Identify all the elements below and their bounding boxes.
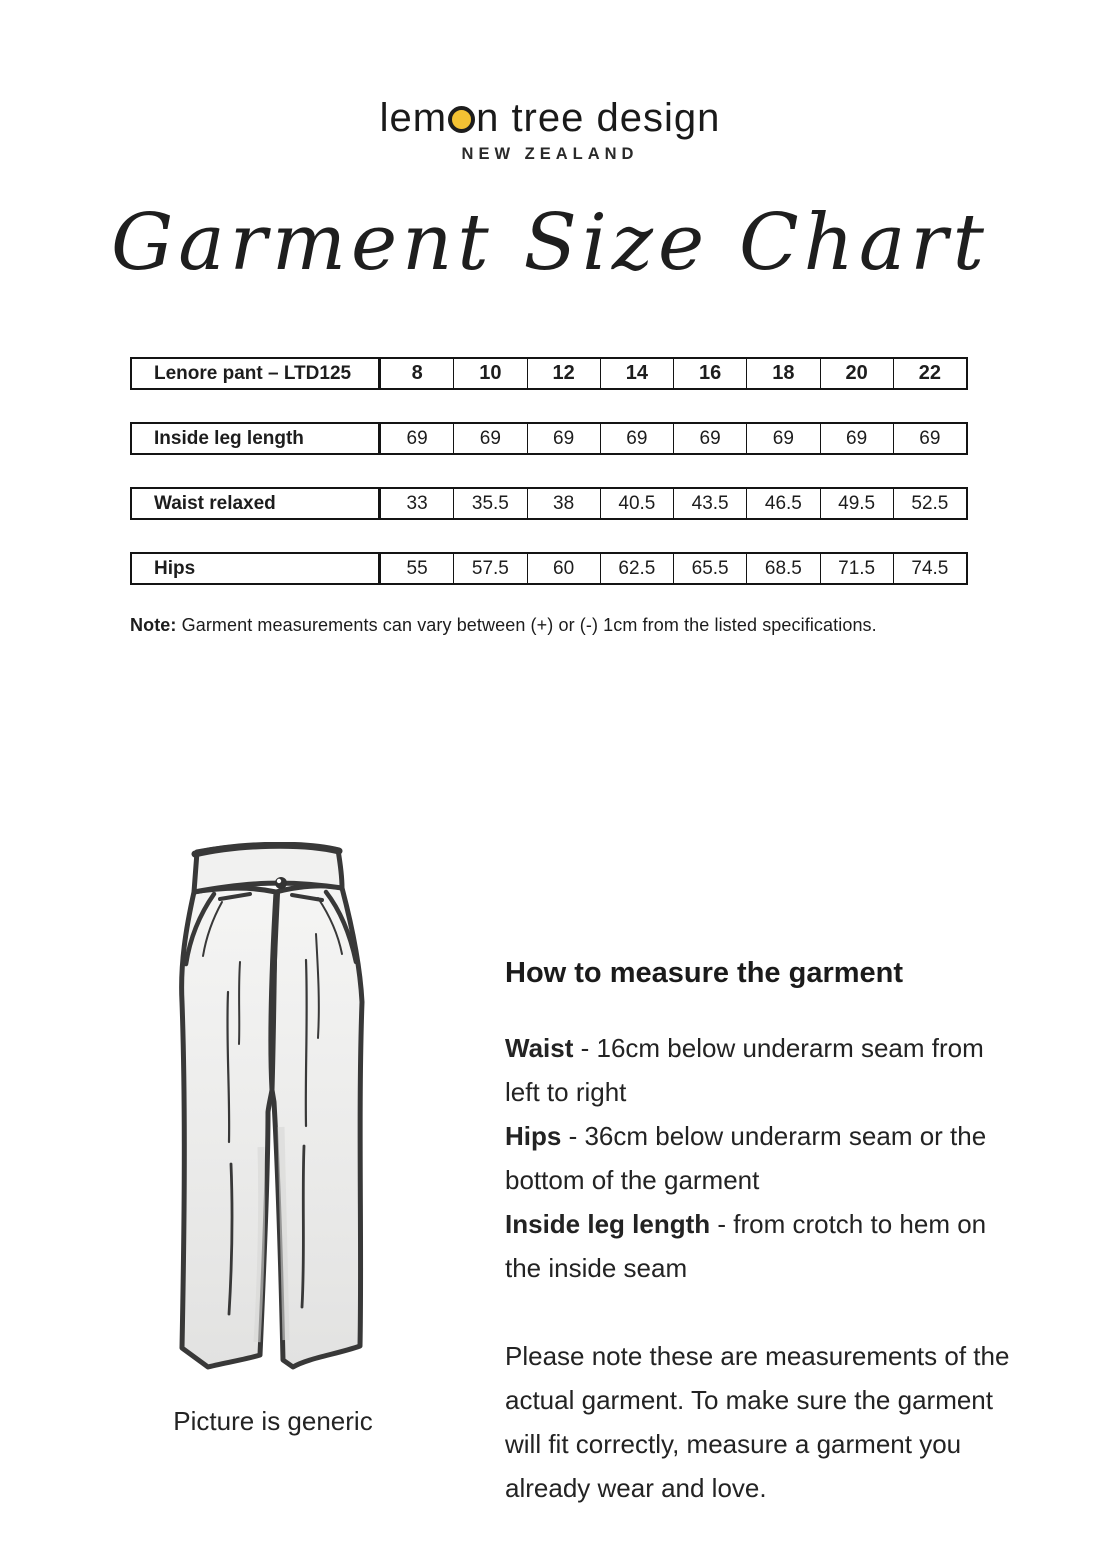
note-prefix: Note: bbox=[130, 615, 177, 635]
size-header-cell: 10 bbox=[453, 359, 526, 388]
brand-name-post: n tree design bbox=[476, 96, 721, 140]
measurement-cell: 69 bbox=[527, 424, 600, 453]
measurement-cell: 68.5 bbox=[746, 554, 819, 583]
size-table-row-hips bbox=[130, 552, 968, 585]
size-header-cell: 8 bbox=[380, 359, 453, 388]
measurement-label: Hips bbox=[132, 554, 380, 583]
measurement-cell: 69 bbox=[746, 424, 819, 453]
size-header-cell: 12 bbox=[527, 359, 600, 388]
measurement-cell: 35.5 bbox=[453, 489, 526, 518]
measurement-cell: 60 bbox=[527, 554, 600, 583]
measurement-cell: 69 bbox=[600, 424, 673, 453]
measurement-cell: 69 bbox=[380, 424, 453, 453]
measurement-label: Waist relaxed bbox=[132, 489, 380, 518]
size-table-row-waist bbox=[130, 487, 968, 520]
how-to-measure-heading: How to measure the garment bbox=[505, 957, 904, 989]
measurement-instructions bbox=[505, 1026, 1010, 1290]
tolerance-note bbox=[130, 615, 877, 636]
brand-name bbox=[0, 96, 1100, 140]
measurement-cell: 69 bbox=[820, 424, 893, 453]
brand-country: NEW ZEALAND bbox=[461, 145, 639, 163]
measurement-cell: 57.5 bbox=[453, 554, 526, 583]
measurement-cell: 38 bbox=[527, 489, 600, 518]
measurement-item-waist bbox=[505, 1026, 1010, 1114]
measurement-desc: - 16cm below underarm seam from left to right bbox=[505, 1033, 984, 1107]
measurement-cell: 62.5 bbox=[600, 554, 673, 583]
measurement-desc: - from crotch to hem on the inside seam bbox=[505, 1209, 987, 1283]
measurement-cell: 65.5 bbox=[673, 554, 746, 583]
pants-illustration bbox=[168, 842, 372, 1377]
measurement-cell: 33 bbox=[380, 489, 453, 518]
size-table-product-row bbox=[130, 357, 968, 390]
brand-name-pre: lem bbox=[379, 96, 448, 140]
page-title: Garment Size Chart bbox=[110, 198, 990, 288]
size-header-cell: 16 bbox=[673, 359, 746, 388]
measurement-cell: 69 bbox=[453, 424, 526, 453]
how-to-measure-section bbox=[505, 956, 1010, 1510]
measurement-term: Waist bbox=[505, 1033, 574, 1063]
measurement-term: Inside leg length bbox=[505, 1209, 711, 1239]
measurement-label: Inside leg length bbox=[132, 424, 380, 453]
measurement-cell: 46.5 bbox=[746, 489, 819, 518]
size-header-cell: 22 bbox=[893, 359, 966, 388]
measurement-item-inside-leg bbox=[505, 1202, 1010, 1290]
measurement-cell: 69 bbox=[673, 424, 746, 453]
fit-advice-paragraph: Please note these are measurements of the actual garment. To make sure the garment will fit correctly, measure a garment you already wear and love. bbox=[505, 1341, 1010, 1503]
brand-logo bbox=[0, 96, 1100, 164]
size-header-cell: 20 bbox=[820, 359, 893, 388]
measurement-cell: 69 bbox=[893, 424, 966, 453]
measurement-item-hips bbox=[505, 1114, 1010, 1202]
product-label: Lenore pant – LTD125 bbox=[132, 359, 380, 388]
pants-drawing-icon bbox=[168, 842, 372, 1377]
measurement-cell: 52.5 bbox=[893, 489, 966, 518]
measurement-cell: 49.5 bbox=[820, 489, 893, 518]
measurement-cell: 74.5 bbox=[893, 554, 966, 583]
measurement-cell: 71.5 bbox=[820, 554, 893, 583]
measurement-desc: - 36cm below underarm seam or the bottom of the garment bbox=[505, 1121, 987, 1195]
measurement-cell: 43.5 bbox=[673, 489, 746, 518]
note-text: Garment measurements can vary between (+) or (-) 1cm from the listed specifications. bbox=[176, 615, 877, 635]
size-header-cell: 14 bbox=[600, 359, 673, 388]
size-table-row-inside-leg bbox=[130, 422, 968, 455]
size-header-cell: 18 bbox=[746, 359, 819, 388]
measurement-cell: 55 bbox=[380, 554, 453, 583]
measurement-cell: 40.5 bbox=[600, 489, 673, 518]
measurement-term: Hips bbox=[505, 1121, 562, 1151]
illustration-caption: Picture is generic bbox=[173, 1406, 373, 1436]
lemon-dot-icon bbox=[448, 106, 475, 133]
